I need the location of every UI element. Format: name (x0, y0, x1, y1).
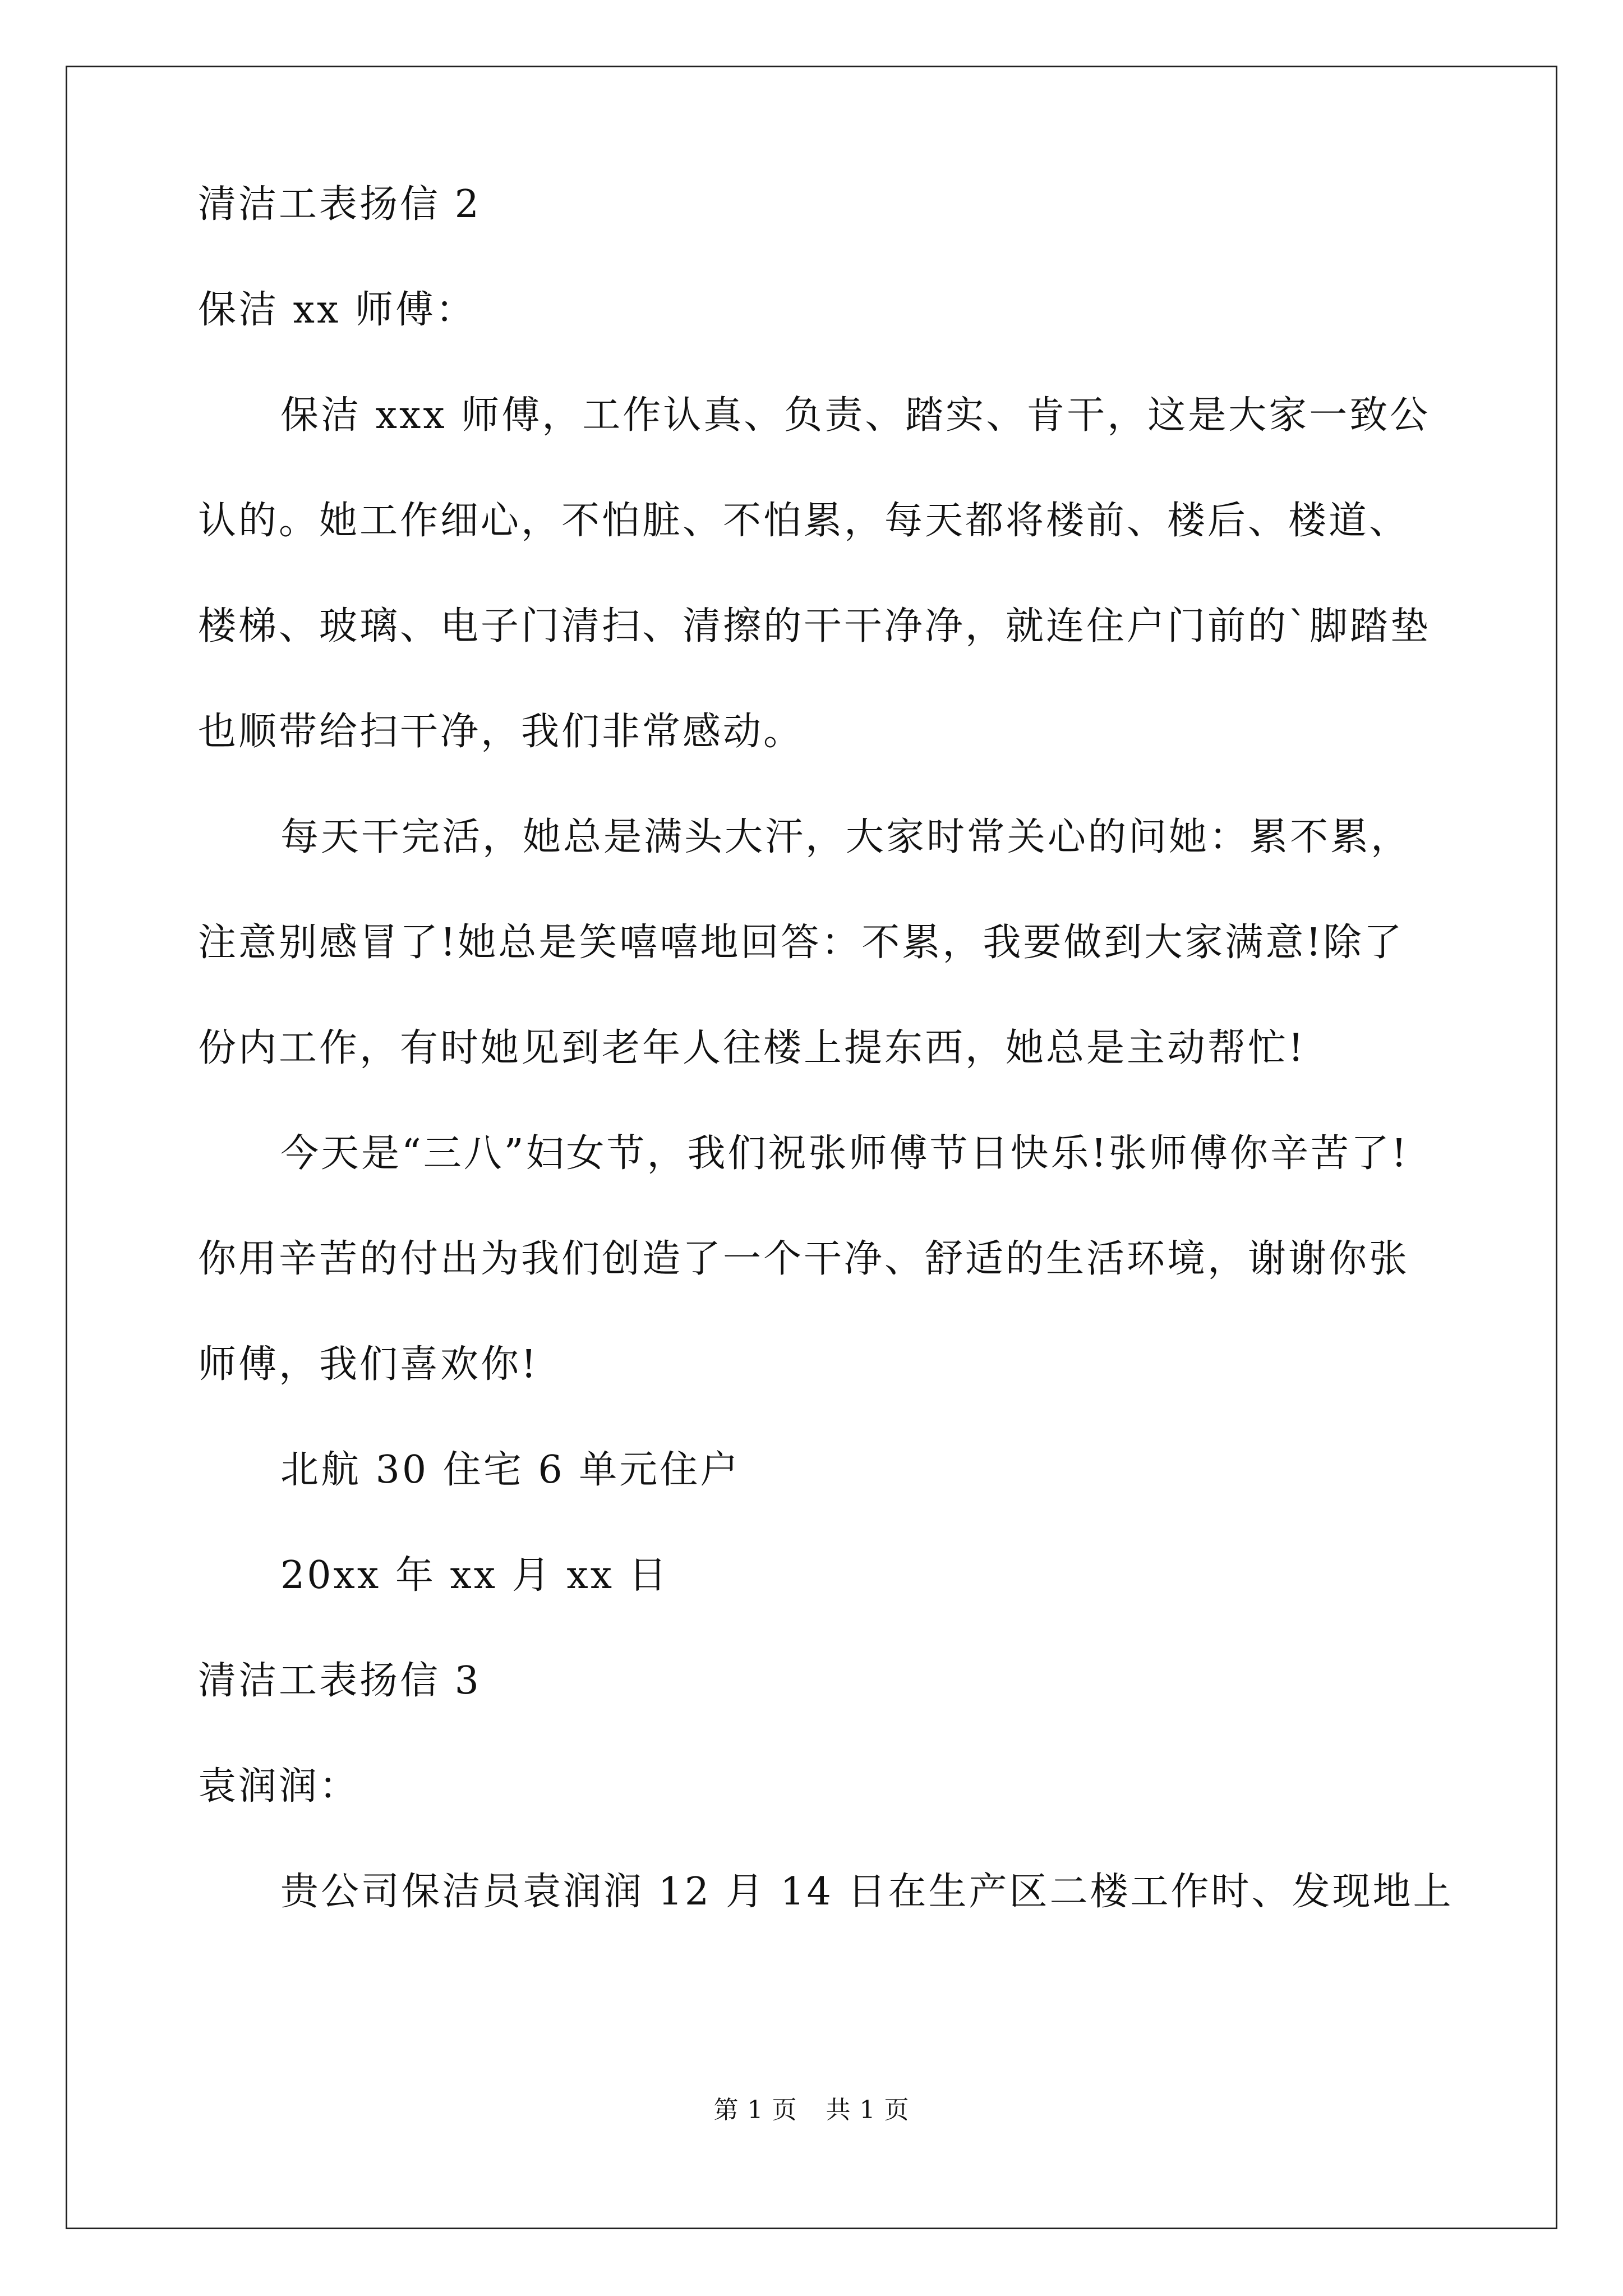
paragraph-line: 贵公司保洁员袁润润 12 月 14 日在生产区二楼工作时、发现地上 (280, 1870, 1454, 1914)
paragraph-line: 也顺带给扫干净，我们非常感动。 (198, 710, 804, 754)
paragraph-line: 注意别感冒了!她总是笑嘻嘻地回答：不累，我要做到大家满意!除了 (198, 921, 1404, 965)
salutation: 保洁 xx 师傅： (198, 288, 476, 332)
signature: 北航 30 住宅 6 单元住户 (280, 1448, 741, 1492)
page-total: 共 1 页 (826, 2096, 910, 2124)
paragraph-line: 每天干完活，她总是满头大汗，大家时常关心的问她：累不累， (280, 815, 1412, 859)
page-number: 第 1 页 (713, 2096, 797, 2124)
paragraph-line: 楼梯、玻璃、电子门清扫、清擦的干干净净，就连住户门前的`脚踏垫 (198, 604, 1431, 648)
paragraph-line: 保洁 xxx 师傅，工作认真、负责、踏实、肯干，这是大家一致公 (280, 393, 1431, 438)
page-footer (0, 2095, 1623, 2126)
salutation: 袁润润： (198, 1764, 360, 1809)
paragraph-line: 今天是“三八”妇女节，我们祝张师傅节日快乐!张师傅你辛苦了! (280, 1131, 1409, 1176)
paragraph-line: 认的。她工作细心，不怕脏、不怕累，每天都将楼前、楼后、楼道、 (198, 499, 1410, 543)
paragraph-line: 份内工作，有时她见到老年人往楼上提东西，她总是主动帮忙! (198, 1026, 1306, 1070)
paragraph-line: 你用辛苦的付出为我们创造了一个干净、舒适的生活环境，谢谢你张 (198, 1237, 1410, 1281)
section-title-3: 清洁工表扬信 3 (198, 1659, 481, 1703)
date-line: 20xx 年 xx 月 xx 日 (280, 1553, 669, 1598)
section-title-2: 清洁工表扬信 2 (198, 182, 481, 227)
paragraph-line: 师傅，我们喜欢你! (198, 1342, 539, 1387)
